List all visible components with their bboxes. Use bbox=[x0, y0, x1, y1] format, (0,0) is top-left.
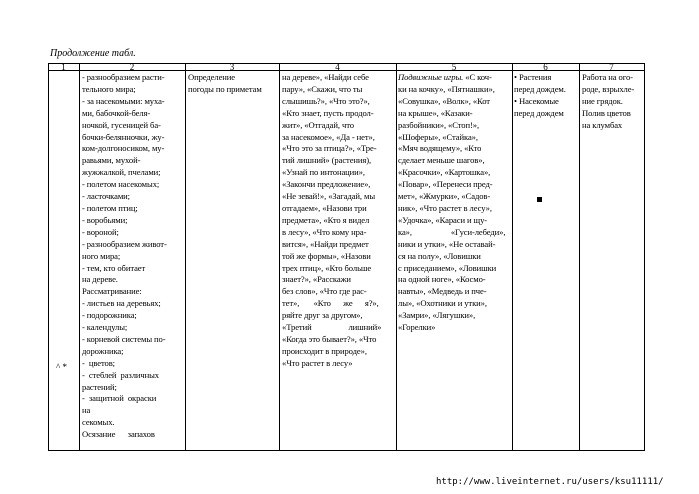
column-number-3: 3 bbox=[229, 62, 235, 72]
footer-url: http://www.liveinternet.ru/users/ksu11111/ bbox=[436, 477, 664, 487]
outdoor-games-heading: Подвижные игры. bbox=[398, 72, 464, 82]
table-bottom-border bbox=[48, 450, 645, 451]
col-border-2 bbox=[185, 63, 186, 451]
cell-weather-signs: Определение погоды по приметам bbox=[188, 72, 262, 94]
outdoor-games-list: «С коч- ки на кочку», «Пятнашки», «Совушка», «Волк», «Кот на крыше», «Казаки- разбойники», «Стоп!», «Шоферы», «Стайка», «Мяч водящему», «Кто сделает меньше шагов», «Красочки», «Картошка», «Повар», «Перенеси пред- мет», «Жмурки», «Садов- ник», «Что растет в лесу», «Удочка», «Караси и щу- ка», «Гуси-лебеди», ники и утки», «Не оставай- ся на полу», «Ловишки с приседанием», «Ловишки на одной ноге», «Космо- навты», «Медведь и пче- лы», «Охотники и утки», «Замри», «Лягушки», «Горелки» bbox=[398, 72, 506, 333]
table-caption: Продолжение табл. bbox=[50, 48, 136, 59]
square-bullet-icon bbox=[537, 197, 542, 202]
cell-labour: Работа на ого- роде, взрыхле- ние грядок. Полив цветов на клумбах bbox=[582, 72, 635, 130]
col-border-1 bbox=[79, 63, 80, 451]
col-border-7 bbox=[644, 63, 645, 451]
col-border-6 bbox=[579, 63, 580, 451]
col-border-5 bbox=[512, 63, 513, 451]
col-border-0 bbox=[48, 63, 49, 451]
column-number-4: 4 bbox=[335, 62, 340, 72]
cell-didactic-games: на дереве», «Найди себе пару», «Скажи, что ты слышишь?», «Что это?», «Кто знает, пусть продол- жит», «Отгадай, что за насекомое», «Да - нет», «Что это за птица?», «Тре- тий лишний» (растения), «Узнай по интонации», «Закончи предложение», «Не зевай!», «Загадай, мы отгадаем», «Назови три предмета», «Кто я видел в лесу», «Что кому нра- вится», «Найди предмет той же формы», «Назови трех птиц», «Кто больше знает?», «Расскажи без слов», «Что где рас- тет», «Кто же я?», ряйте друг за другом», «Третий лишний» «Когда это бывает?», «Что происходит в природе», «Что растет в лесу» bbox=[282, 72, 382, 368]
column-number-2: 2 bbox=[129, 62, 135, 72]
column-number-7: 7 bbox=[609, 62, 614, 72]
column-number-6: 6 bbox=[543, 62, 548, 72]
column-number-5: 5 bbox=[451, 62, 457, 72]
cell-rain-signs: • Растения перед дождем. • Насекомые перед дождем bbox=[514, 72, 566, 118]
cell-outdoor-games bbox=[398, 72, 505, 334]
cell-observations: - разнообразием расти- тельного мира; - за насекомыми: муха- ми, бабочкой-беля- ночкой, гусеницей ба- бочки-белянночки, жу- ком-долгоносиком, му- равьями, мухой- жужжалкой, пчелами; - полетом насекомых; - ласточками; - полетом птиц; - воробьями; - вороной; - разнообразием живот- ного мира; - тем, кто обитает на дереве. Рассматривание: - листьев на деревьях; - подорожника; - календулы; - корневой системы по- дорожника; - цветов; - стеблей различных растений; - защитной окраски на секомых. Осязание запахов bbox=[82, 72, 167, 440]
col-border-4 bbox=[396, 63, 397, 451]
row-marker: ^ * bbox=[56, 362, 67, 372]
col-border-3 bbox=[279, 63, 280, 451]
column-number-1: 1 bbox=[61, 62, 66, 72]
